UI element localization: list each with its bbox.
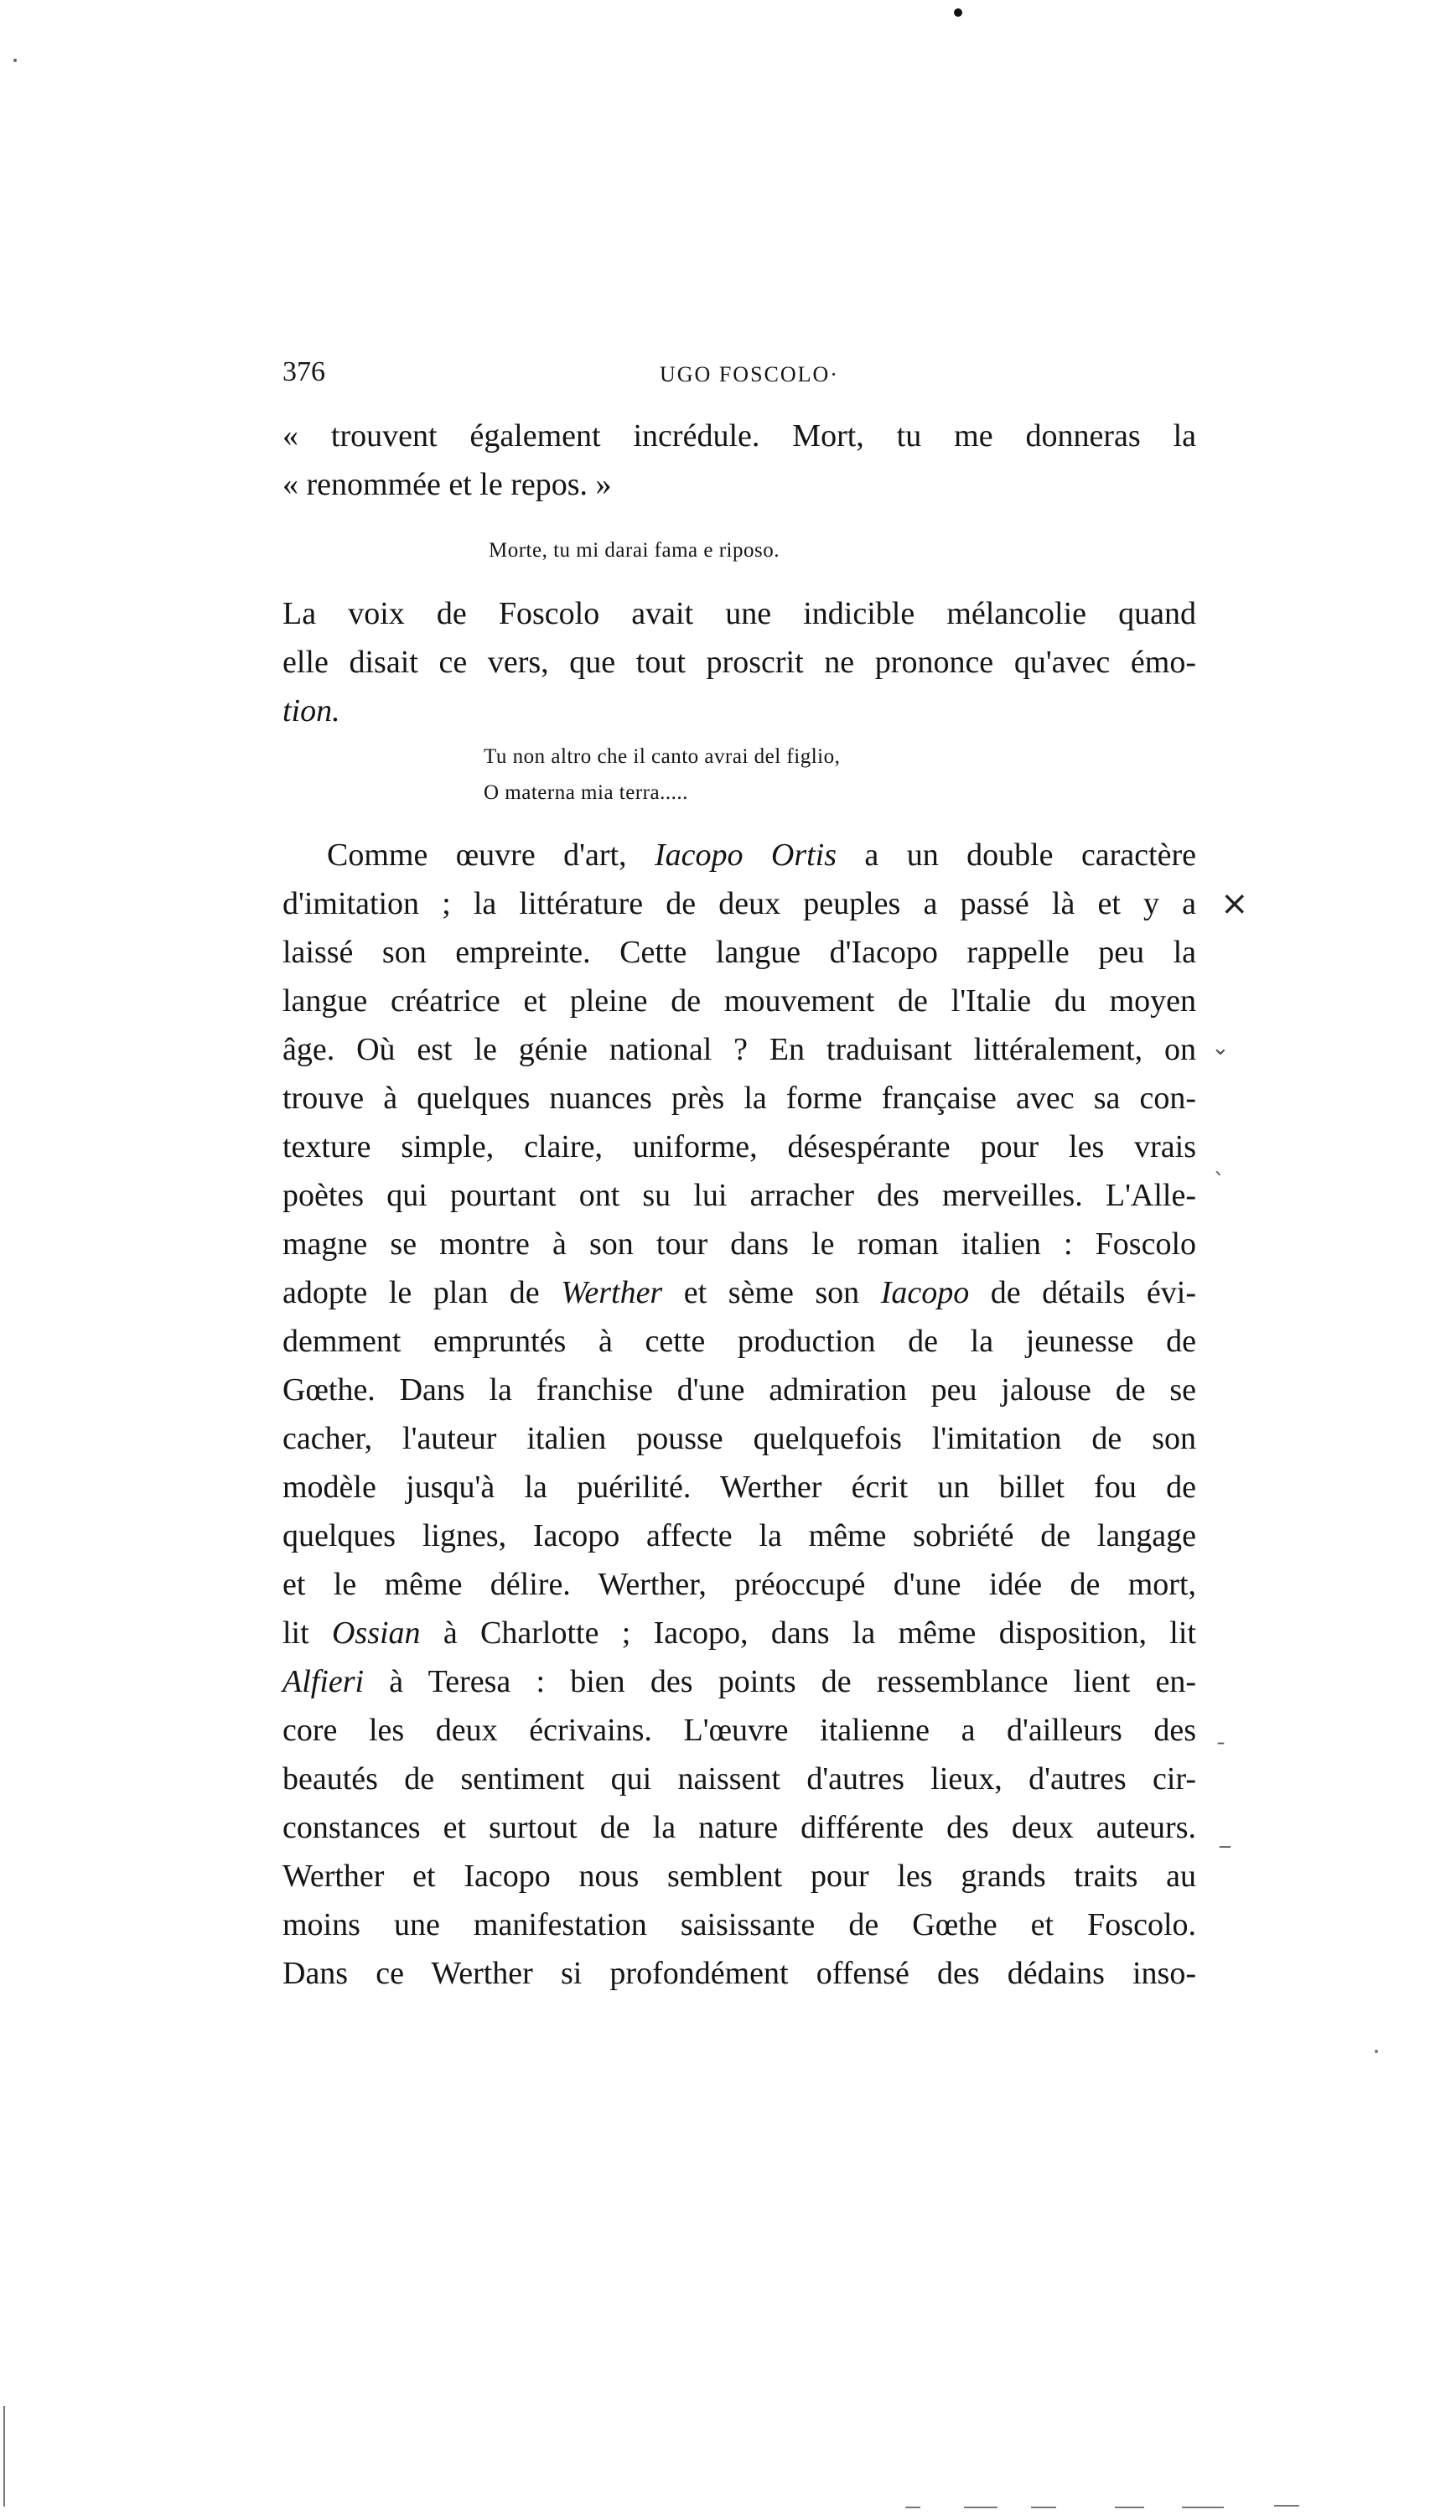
text-line: Werther et Iacopo nous semblent pour les grands traits au [282,1859,1196,1894]
margin-tick: _ [1220,1823,1231,1849]
text-run: Comme œuvre d'art, [327,837,655,873]
scan-edge [1031,2507,1056,2508]
verse-line: O materna mia terra..... [484,781,688,804]
text-line: beautés de sentiment qui naissent d'autres lieux, d'autres cir- [282,1761,1196,1797]
text-line: quelques lignes, Iacopo affecte la même sobriété de langage [282,1518,1196,1553]
scan-edge [964,2507,997,2508]
text-line: modèle jusqu'à la puérilité. Werther écrit un billet fou de [282,1470,1196,1505]
author-name: Alfieri [282,1664,365,1699]
work-title: Werther [561,1275,663,1310]
text-line: Dans ce Werther si profondément offensé des dédains inso- [282,1956,1196,1991]
ink-speck [1375,2050,1378,2053]
text-line: trouve à quelques nuances près la forme française avec sa con- [282,1081,1196,1116]
margin-tick: ` [1214,1169,1225,1195]
text-line: moins une manifestation saisissante de Gœthe et Foscolo. [282,1907,1196,1942]
text-run: à Charlotte ; Iacopo, dans la même disposition, lit [420,1615,1196,1651]
text-line: et le même délire. Werther, préoccupé d'une idée de mort, [282,1567,1196,1602]
text-run: a un double caractère [837,837,1197,873]
text-line: La voix de Foscolo avait une indicible mélancolie quand [282,596,1196,631]
text-run: lit [282,1615,332,1651]
text-line: core les deux écrivains. L'œuvre italienne a d'ailleurs des [282,1713,1196,1748]
running-head: UGO FOSCOLO· [660,362,839,386]
text-line: poètes qui pourtant ont su lui arracher des merveilles. L'Alle- [282,1178,1196,1213]
text-line [282,1269,1196,1316]
text-run: à Teresa : bien des points de ressemblance lient en- [364,1664,1196,1699]
text-line: Gœthe. Dans la franchise d'une admiration peu jalouse de se [282,1372,1196,1408]
margin-tick: ¯ [1215,1740,1226,1765]
verse-line: Morte, tu mi darai fama e riposo. [489,539,780,562]
text-line: elle disait ce vers, que tout proscrit ne prononce qu'avec émo- [282,645,1196,680]
text-run: adopte le plan de [282,1275,562,1310]
text-line [282,1658,1196,1705]
scan-edge [1182,2507,1224,2508]
text-line: tion. [282,693,340,729]
text-line: d'imitation ; la littérature de deux peuples a passé là et y a [282,886,1196,921]
margin-tick: ⌄ [1211,1035,1230,1060]
text-line: laissé son empreinte. Cette langue d'Iacopo rappelle peu la [282,935,1196,970]
scan-edge [905,2507,920,2508]
margin-cross-mark: × [1220,884,1249,923]
ink-speck [954,8,962,17]
text-line: magne se montre à son tour dans le roman italien : Foscolo [282,1226,1196,1262]
text-line: « trouvent également incrédule. Mort, tu me donneras la [282,418,1196,454]
text-run: de détails évi- [969,1275,1196,1310]
text-line: demment empruntés à cette production de la jeunesse de [282,1324,1196,1359]
text-line: texture simple, claire, uniforme, désespérante pour les vrais [282,1129,1196,1164]
text-line: langue créatrice et pleine de mouvement de l'Italie du moyen [282,983,1196,1019]
text-line [327,832,1196,879]
ink-speck [13,59,17,62]
scan-edge [1115,2507,1144,2508]
work-title: Ossian [331,1615,421,1651]
text-line: constances et surtout de la nature différente des deux auteurs. [282,1810,1196,1845]
work-title: Iacopo Ortis [654,837,837,873]
page-header [282,356,1196,398]
page-number: 376 [282,356,325,387]
text-line: âge. Où est le génie national ? En traduisant littéralement, on [282,1032,1196,1067]
verse-line: Tu non altro che il canto avrai del figlio, [484,745,841,768]
work-title: Iacopo [880,1275,970,1310]
scan-edge [3,2406,5,2507]
scan-edge [1274,2505,1299,2507]
text-line [282,1610,1196,1657]
text-run: et sème son [662,1275,881,1310]
text-line: « renommée et le repos. » [282,467,612,502]
text-line: cacher, l'auteur italien pousse quelquefois l'imitation de son [282,1421,1196,1456]
